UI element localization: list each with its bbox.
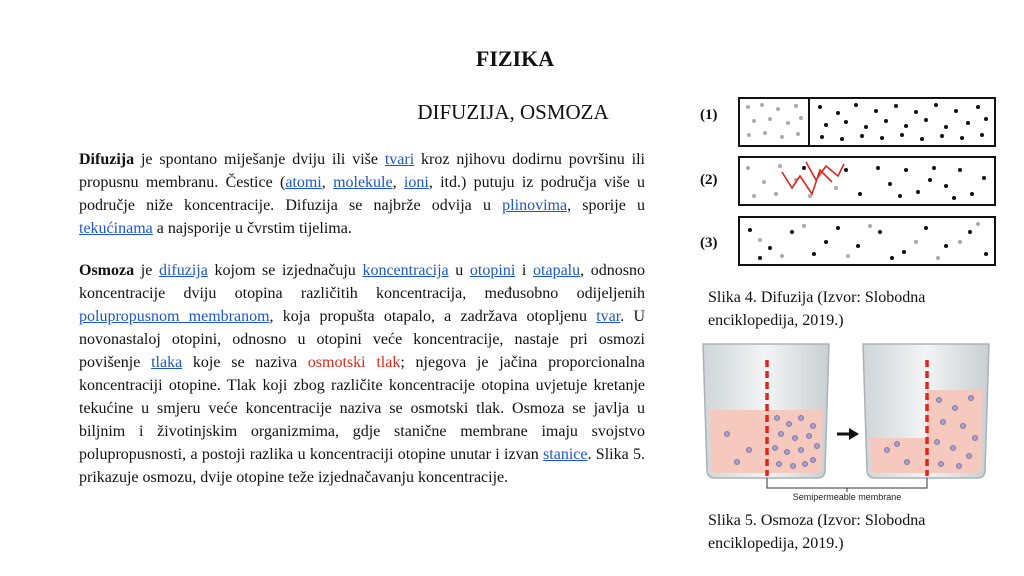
link-molekule[interactable]: molekule <box>333 174 393 191</box>
link-otapalu[interactable]: otapalu <box>533 262 581 279</box>
osmosis-beakers-illustration <box>697 338 997 504</box>
text: je <box>134 262 159 279</box>
text: . Slika 5. prikazuje osmozu, dvije otopine teže izjednačavanju koncentracije. <box>79 446 646 486</box>
text: kroz njihovu dodirnu površinu ili propusnu membranu. Čestice ( <box>79 151 645 191</box>
text: kojom se izjednačuju <box>207 262 363 279</box>
link-polupropusnom-membranom[interactable]: polupropusnom membranom <box>79 308 270 325</box>
osmosis-paragraph <box>79 259 645 489</box>
link-ioni[interactable]: ioni <box>403 174 429 191</box>
particles-uniform <box>740 218 994 264</box>
text: , odnosno koncentracije dviju otopina različitih koncentracija, međusobno odijeljenih <box>79 262 646 302</box>
particles-separated <box>740 99 994 145</box>
figure4-label-2: (2) <box>700 172 718 188</box>
link-atomi[interactable]: atomi <box>285 174 322 191</box>
diffusion-path-red <box>782 170 832 194</box>
beaker-right <box>863 344 989 478</box>
link-tvari[interactable]: tvari <box>384 151 415 168</box>
figure4-label-3: (3) <box>700 235 718 251</box>
text: u <box>448 262 470 279</box>
link-difuzija[interactable]: difuzija <box>158 262 208 279</box>
osmotic-pressure-term: osmotski tlak <box>307 354 401 371</box>
diffusion-box-2 <box>738 156 996 206</box>
text: , koja propušta otapalo, a zadržava otopljenu <box>269 308 597 325</box>
text: a najsporije u čvrstim tijelima. <box>152 220 352 237</box>
figure4-caption: Slika 4. Difuzija (Izvor: Slobodna enciklopedija, 2019.) <box>708 289 926 329</box>
beaker-left <box>703 344 829 478</box>
link-stanice[interactable]: stanice <box>543 446 588 463</box>
text: ; njegova je jačina proporcionalna koncentraciji otopine. Tlak koji zbog različite koncentracije otopina uvjetuje kretanje tekućine u smjeru veće koncentracije naziva se osmotski tlak. Osmoza se javlja u biljnim i životinjskim organizmima, gdje stanične membrane imaju svojstvo polupropusnosti, a postoji razlika u koncentraciji otopine unutar i izvan <box>79 354 646 463</box>
link-tvar[interactable]: tvar <box>596 308 621 325</box>
diffusion-box-1 <box>738 97 996 147</box>
link-tekucinama[interactable]: tekućinama <box>79 220 153 237</box>
figure4-label-1: (1) <box>700 107 718 123</box>
text: , sporije u <box>567 197 645 214</box>
page-subtitle: DIFUZIJA, OSMOZA <box>417 100 609 124</box>
link-koncentracija[interactable]: koncentracija <box>362 262 449 279</box>
diffusion-box-3 <box>738 216 996 266</box>
diffusion-term: Difuzija <box>79 151 135 168</box>
page-title: FIZIKA <box>475 46 555 71</box>
link-tlaka[interactable]: tlaka <box>151 354 183 371</box>
text: koje se naziva <box>182 354 308 371</box>
text: , itd.) putuju iz područja više u područje niže koncentracije. Difuzija se najbrže odvija u <box>79 174 646 214</box>
osmosis-term: Osmoza <box>79 262 135 279</box>
link-plinovima[interactable]: plinovima <box>502 197 568 214</box>
membrane-label: Semipermeable membrane <box>792 492 902 502</box>
text: i <box>515 262 534 279</box>
diffusion-paragraph <box>79 148 645 240</box>
particles-mixing <box>740 158 994 204</box>
text: , <box>392 174 404 191</box>
text: je spontano miješanje dviju ili više <box>134 151 385 168</box>
figure5-caption: Slika 5. Osmoza (Izvor: Slobodna enciklopedija, 2019.) <box>708 512 926 552</box>
text: , <box>321 174 334 191</box>
text: . U novonastaloj otopini, odnosno u otopini veće koncentracije, nastaje pri osmozi povišenje <box>79 308 646 371</box>
diffusion-path-red-2 <box>806 162 844 180</box>
link-otopini[interactable]: otopini <box>469 262 516 279</box>
